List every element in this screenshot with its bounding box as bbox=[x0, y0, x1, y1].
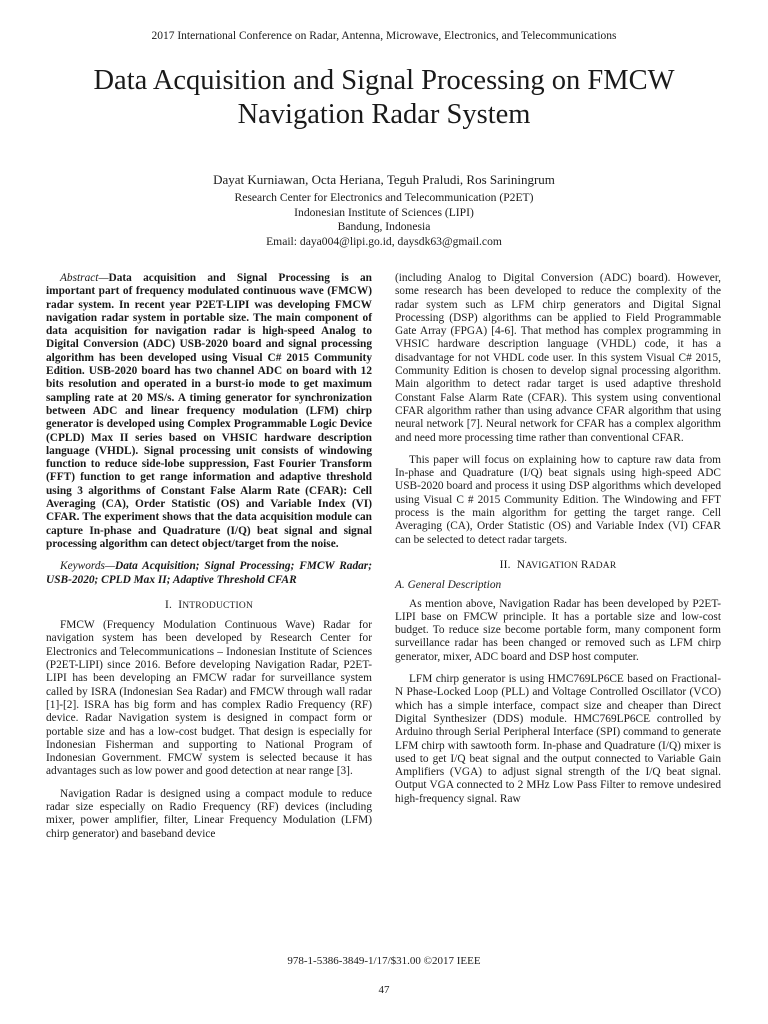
copyright-footer: 978-1-5386-3849-1/17/$31.00 ©2017 IEEE bbox=[287, 955, 481, 967]
keywords-label: Keywords— bbox=[60, 560, 116, 573]
page-number: 47 bbox=[378, 984, 390, 996]
affiliation-center: Research Center for Electronics and Telecommunication (P2ET) bbox=[234, 191, 534, 204]
navradar-paragraph-1: As mention above, Navigation Radar has been developed by P2ET-LIPI base on FMCW principle. It has a portable size and low-cost budget. To reduce size become portable form, many component form surveillance radar has been changed or removed such as LFM chirp generator, mixer, ADC board and DSP host computer. bbox=[395, 597, 721, 663]
intro-paragraph-2: Navigation Radar is designed using a compact module to reduce radar size especially on Radio Frequency (RF) devices (including mixer, power amplifier, filter, Linear Frequency Modulation (LFM) chirp generator) and baseband device bbox=[46, 787, 372, 840]
section-heading-navigation-radar bbox=[395, 559, 721, 573]
intro-paragraph-focus: This paper will focus on explaining how to capture raw data from In-phase and Quadrature (I/Q) beat signals using high-speed ADC USB-2020 board and process it using DSP algorithms which developed using Visual C # 2015 Community Edition. The Windowing and FFT process is the main algorithm for getting the target range. Cell Averaging (CA), Order Statistic (OS) and Variable Index (VI) CFAR can be selected to detect radar targets. bbox=[395, 453, 721, 546]
abstract-text: Data acquisition and Signal Processing is an important part of frequency modulated continuous wave (FMCW) radar system. In recent year P2ET-LIPI was developing FMCW navigation radar system in portable size. The main component of data acquisition for navigation radar is high-speed Analog to Digital Conversion (ADC) USB-2020 board and signal processing algorithm has been developed using Visual C# 2015 Community Edition. USB-2020 board has two channel ADC on board with 12 bits resolution and operated in a burst-io mode to get maximum sampling rate at 20 MS/s. A timing generator for synchronization between ADC and linear frequency modulation (LFM) chirp generator is developed using Complex Programmable Logic Device (CPLD) Max II series based on VHSIC hardware description language (VHDL). Signal processing unit consists of windowing function to reduce side-lobe suppression, Fast Fourier Transform (FFT) function to get range information and adaptive threshold using 3 algorithms of Constant False Alarm Rate (CFAR): Cell Averaging (CA), Order Statistic (OS) and Variable Index (VI) CFAR. The experiment shows that the data acquisition module can capture In-phase and Quadrature (I/Q) beat signal and signal processing algorithm can detect object/target from the noise. bbox=[46, 272, 372, 550]
affiliation-block bbox=[0, 191, 768, 249]
left-column bbox=[46, 272, 372, 850]
title-line-2: Navigation Radar System bbox=[237, 99, 531, 130]
authors: Dayat Kurniawan, Octa Heriana, Teguh Praludi, Ros Sariningrum bbox=[213, 172, 555, 187]
keywords-text: Data Acquisition; Signal Processing; FMCW Radar; USB-2020; CPLD Max II; Adaptive Threshold CFAR bbox=[46, 560, 372, 586]
abstract-label: Abstract— bbox=[60, 272, 109, 284]
title-line-1: Data Acquisition and Signal Processing on FMCW bbox=[93, 65, 675, 96]
intro-paragraph-continued: (including Analog to Digital Conversion (ADC) board). However, some research has been developed to reduce the complexity of the radar system such as LFM chirp generators and Digital Signal Processing (DSP) algorithms can be applied to Field Programmable Gate Array (FPGA) [4-6]. That method has complex programming in VHSIC hardware description language (VHDL) code, it has a disadvantage for not VHDL code user. In this system Visual C# 2015, Community Edition is chosen to develop signal processing algorithm. Main algorithm to detect radar target is used adaptive threshold Constant False Alarm Rate (CFAR). This system using conventional CFAR algorithm rather than using advance CFAR algorithm that using neural network [7]. Neural network for CFAR has a complex algorithm and need more processing time rather than conventional CFAR. bbox=[395, 272, 721, 444]
heading-initial: N bbox=[516, 558, 526, 571]
abstract bbox=[46, 272, 372, 551]
affiliation-location: Bandung, Indonesia bbox=[337, 220, 431, 233]
heading-rest: NTRODUCTION bbox=[182, 600, 254, 611]
heading-initial-2: R bbox=[580, 558, 589, 571]
heading-rest: AVIGATION bbox=[525, 560, 581, 571]
section-heading-introduction bbox=[46, 599, 372, 613]
heading-rest-2: ADAR bbox=[588, 560, 617, 571]
paper-title bbox=[40, 64, 728, 132]
affiliation-institute: Indonesian Institute of Sciences (LIPI) bbox=[294, 205, 474, 219]
right-column bbox=[395, 272, 721, 815]
keywords bbox=[46, 560, 372, 587]
section-number: I. bbox=[164, 598, 173, 611]
conference-header: 2017 International Conference on Radar, Antenna, Microwave, Electronics, and Telecommunications bbox=[151, 30, 617, 42]
subsection-heading-general-description: A. General Description bbox=[395, 579, 502, 592]
navradar-paragraph-2: LFM chirp generator is using HMC769LP6CE based on Fractional-N Phase-Locked Loop (PLL) and Voltage Controlled Oscillator (VCO) which has a simple interface, compact size and cheaper than Direct Digital Synthesizer (DDS) module. HMC769LP6CE controlled by Arduino through Serial Peripheral Interface (SPI) command to generate LFM chirp with sawtooth form. In-phase and Quadrature (I/Q) mixer is used to get I/Q beat signal and the output connected to Variable Gain Amplifiers (VGA) to adjust signal strength of the I/Q beat signal. Output VGA connected to 2 MHz Low Pass Filter to remove undesired high-frequency signal. Raw bbox=[395, 673, 721, 805]
heading-initial: I bbox=[178, 598, 183, 611]
section-number: II. bbox=[499, 558, 511, 571]
intro-paragraph-1: FMCW (Frequency Modulation Continuous Wave) Radar for navigation system has been developed by Research Center for Electronics and Telecommunications – Indonesian Institute of Sciences (P2ET-LIPI) since 2016. Before developing Navigation Radar, P2ET-LIPI has been developing an FMCW radar for surveillance system called by ISRA (Indonesian Sea Radar) and FMCW through wall radar [1]-[2]. ISRA has big form and has complex Radio Frequency (RF) device. Radar Navigation system is designed in compact form or portable size and has a low-cost budget. That design is especially for Indonesian Fisherman and supporting to National Program of Indonesian Government. FMCW system is selected because it has advantages such as low power and good detection at near range [3]. bbox=[46, 619, 372, 778]
author-email: Email: daya004@lipi.go.id, daysdk63@gmail.com bbox=[266, 234, 502, 248]
